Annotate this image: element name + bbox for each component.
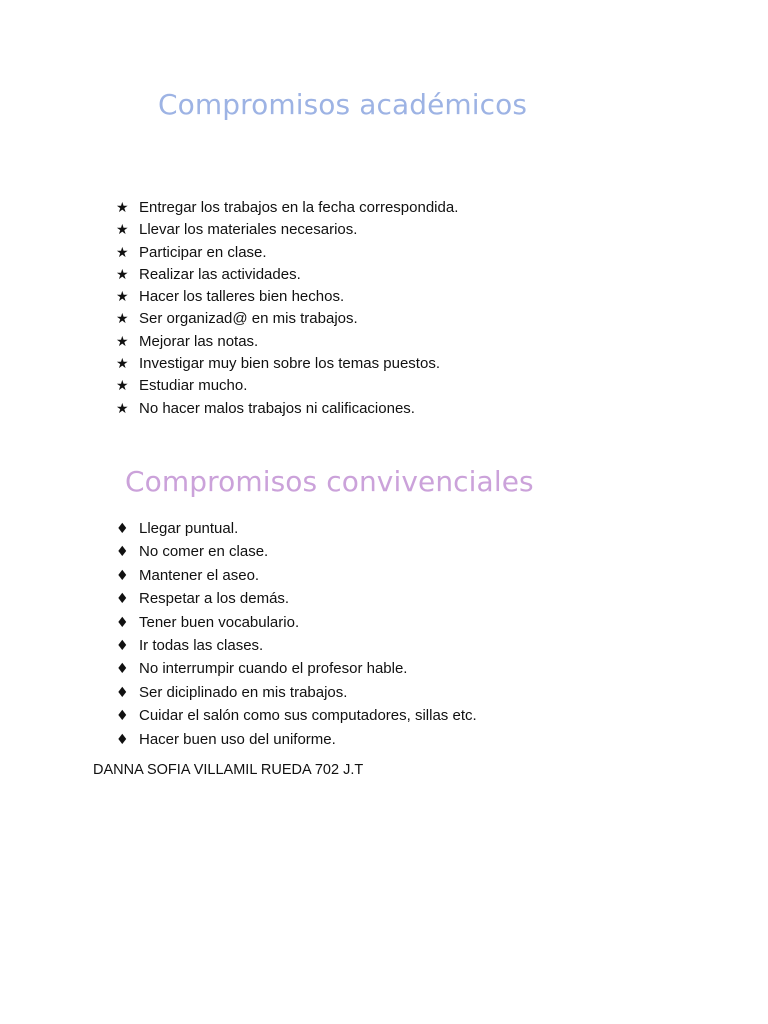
star-icon: ★ <box>116 200 129 216</box>
list-item <box>116 332 458 354</box>
list-item-text: Investigar muy bien sobre los temas puestos. <box>139 355 440 373</box>
social-commitments-list <box>116 519 477 753</box>
academic-commitments-list <box>116 198 458 421</box>
list-item <box>116 220 458 242</box>
star-icon: ★ <box>116 333 129 350</box>
list-item <box>116 613 477 636</box>
list-item <box>116 706 477 729</box>
list-item-text: Respetar a los demás. <box>139 590 290 608</box>
list-item <box>116 542 477 565</box>
list-item-text: Entregar los trabajos en la fecha correspondida. <box>139 199 459 216</box>
list-item-text: Mejorar las notas. <box>139 332 259 350</box>
author-signature-line: DANNA SOFIA VILLAMIL RUEDA 702 J.T <box>93 762 364 778</box>
list-item-text: Estudiar mucho. <box>139 377 248 395</box>
list-item <box>116 636 477 659</box>
list-item <box>116 519 477 542</box>
list-item-text: Cuidar el salón como sus computadores, sillas etc. <box>139 707 477 725</box>
diamond-icon: ♦ <box>116 567 129 584</box>
list-item <box>116 399 458 421</box>
star-icon: ★ <box>116 356 129 373</box>
social-commitments-heading: Compromisos convivenciales <box>125 465 534 498</box>
list-item <box>116 354 458 376</box>
diamond-icon: ♦ <box>116 521 129 537</box>
diamond-icon: ♦ <box>116 591 129 608</box>
list-item <box>116 659 477 682</box>
diamond-icon: ♦ <box>116 544 129 561</box>
list-item-text: Mantener el aseo. <box>139 566 260 584</box>
diamond-icon: ♦ <box>116 614 129 631</box>
list-item-text: Realizar las actividades. <box>139 265 301 283</box>
list-item-text: No interrumpir cuando el profesor hable. <box>139 660 408 678</box>
diamond-icon: ♦ <box>116 731 129 748</box>
star-icon: ★ <box>116 311 129 328</box>
diamond-icon: ♦ <box>116 684 129 701</box>
list-item-text: No comer en clase. <box>139 543 269 561</box>
list-item-text: Ir todas las clases. <box>139 636 264 654</box>
list-item-text: Ser diciplinado en mis trabajos. <box>139 683 348 701</box>
star-icon: ★ <box>116 378 129 395</box>
list-item <box>116 376 458 398</box>
star-icon: ★ <box>116 222 129 239</box>
list-item-text: Ser organizad@ en mis trabajos. <box>139 310 358 328</box>
list-item-text: Llevar los materiales necesarios. <box>139 221 358 239</box>
list-item <box>116 589 477 612</box>
list-item <box>116 683 477 706</box>
list-item <box>116 198 458 220</box>
list-item-text: Hacer los talleres bien hechos. <box>139 288 345 306</box>
diamond-icon: ♦ <box>116 637 129 654</box>
list-item <box>116 566 477 589</box>
star-icon: ★ <box>116 266 129 283</box>
list-item-text: Llegar puntual. <box>139 520 239 537</box>
star-icon: ★ <box>116 289 129 306</box>
list-item <box>116 730 477 753</box>
list-item <box>116 287 458 309</box>
list-item <box>116 243 458 265</box>
diamond-icon: ♦ <box>116 708 129 725</box>
star-icon: ★ <box>116 244 129 261</box>
list-item-text: No hacer malos trabajos ni calificaciones. <box>139 399 415 417</box>
star-icon: ★ <box>116 400 129 417</box>
academic-commitments-heading: Compromisos académicos <box>158 88 528 121</box>
list-item-text: Participar en clase. <box>139 243 267 261</box>
list-item-text: Tener buen vocabulario. <box>139 613 300 631</box>
list-item-text: Hacer buen uso del uniforme. <box>139 730 336 748</box>
list-item <box>116 309 458 331</box>
list-item <box>116 265 458 287</box>
diamond-icon: ♦ <box>116 661 129 678</box>
